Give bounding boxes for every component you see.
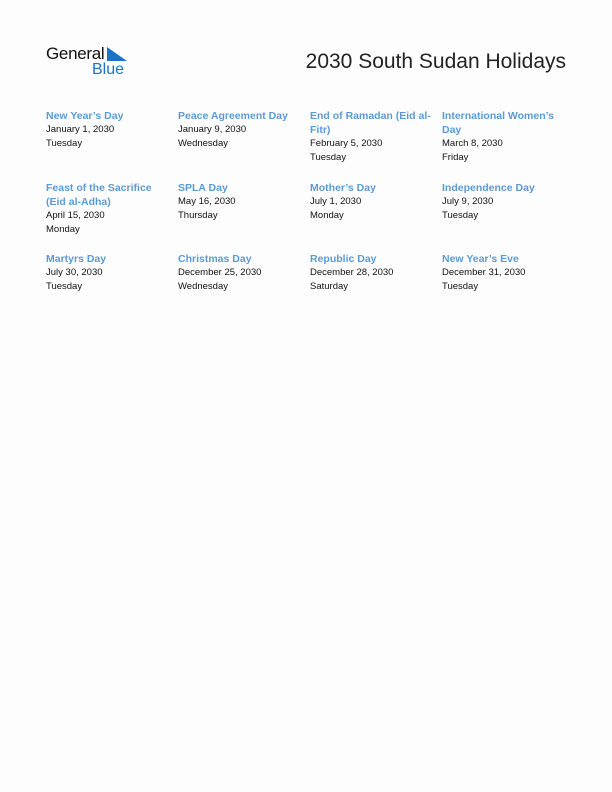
holiday-date: July 9, 2030 [442,196,494,207]
holiday-weekday: Thursday [178,210,218,221]
holiday-weekday: Monday [46,224,80,235]
holiday-weekday: Monday [310,210,344,221]
holiday-weekday: Wednesday [178,281,228,292]
holiday-date: January 9, 2030 [178,124,247,135]
holiday-date: December 31, 2030 [442,267,526,278]
holiday-name: Independence Day [442,182,535,194]
holiday-name: International Women’s Day [442,110,555,136]
holiday-weekday: Saturday [310,281,349,292]
logo-text-general: General [46,44,105,63]
page-title: 2030 South Sudan Holidays [305,50,566,73]
holiday-weekday: Tuesday [442,210,479,221]
holiday-date: July 30, 2030 [46,267,103,278]
holiday-item [46,252,178,302]
holiday-weekday: Friday [442,152,469,163]
holiday-name: SPLA Day [178,182,228,194]
holiday-weekday: Tuesday [46,281,83,292]
holiday-date: April 15, 2030 [46,210,105,221]
logo-text-blue: Blue [92,61,125,78]
holiday-name: Mother’s Day [310,182,376,194]
holiday-grid [46,109,576,302]
holiday-date: July 1, 2030 [310,196,362,207]
holiday-name: Christmas Day [178,253,252,265]
holiday-item [310,252,442,302]
holiday-date: May 16, 2030 [178,196,236,207]
holiday-item [178,109,310,181]
holiday-name: New Year’s Eve [442,253,519,265]
holiday-date: December 28, 2030 [310,267,394,278]
generalblue-logo [46,44,136,80]
holiday-name: Peace Agreement Day [178,110,288,122]
holiday-name: New Year’s Day [46,110,124,122]
holiday-date: February 5, 2030 [310,138,383,149]
holiday-name: Republic Day [310,253,377,265]
holiday-item [178,252,310,302]
holiday-weekday: Tuesday [442,281,479,292]
holiday-name: End of Ramadan (Eid al-Fitr) [310,110,431,136]
logo-triangle-icon [107,47,127,61]
holiday-date: March 8, 2030 [442,138,503,149]
holiday-weekday: Tuesday [46,138,83,149]
holiday-item [310,109,442,181]
holiday-date: January 1, 2030 [46,124,115,135]
holiday-name: Feast of the Sacrifice (Eid al-Adha) [46,182,152,208]
holiday-item [178,181,310,252]
holiday-weekday: Tuesday [310,152,347,163]
holiday-item [442,109,576,181]
holiday-item [46,109,178,181]
holiday-item [442,181,576,252]
holiday-item [46,181,178,252]
holiday-item [442,252,576,302]
holiday-weekday: Wednesday [178,138,228,149]
holiday-date: December 25, 2030 [178,267,262,278]
holiday-item [310,181,442,252]
holiday-name: Martyrs Day [46,253,107,265]
